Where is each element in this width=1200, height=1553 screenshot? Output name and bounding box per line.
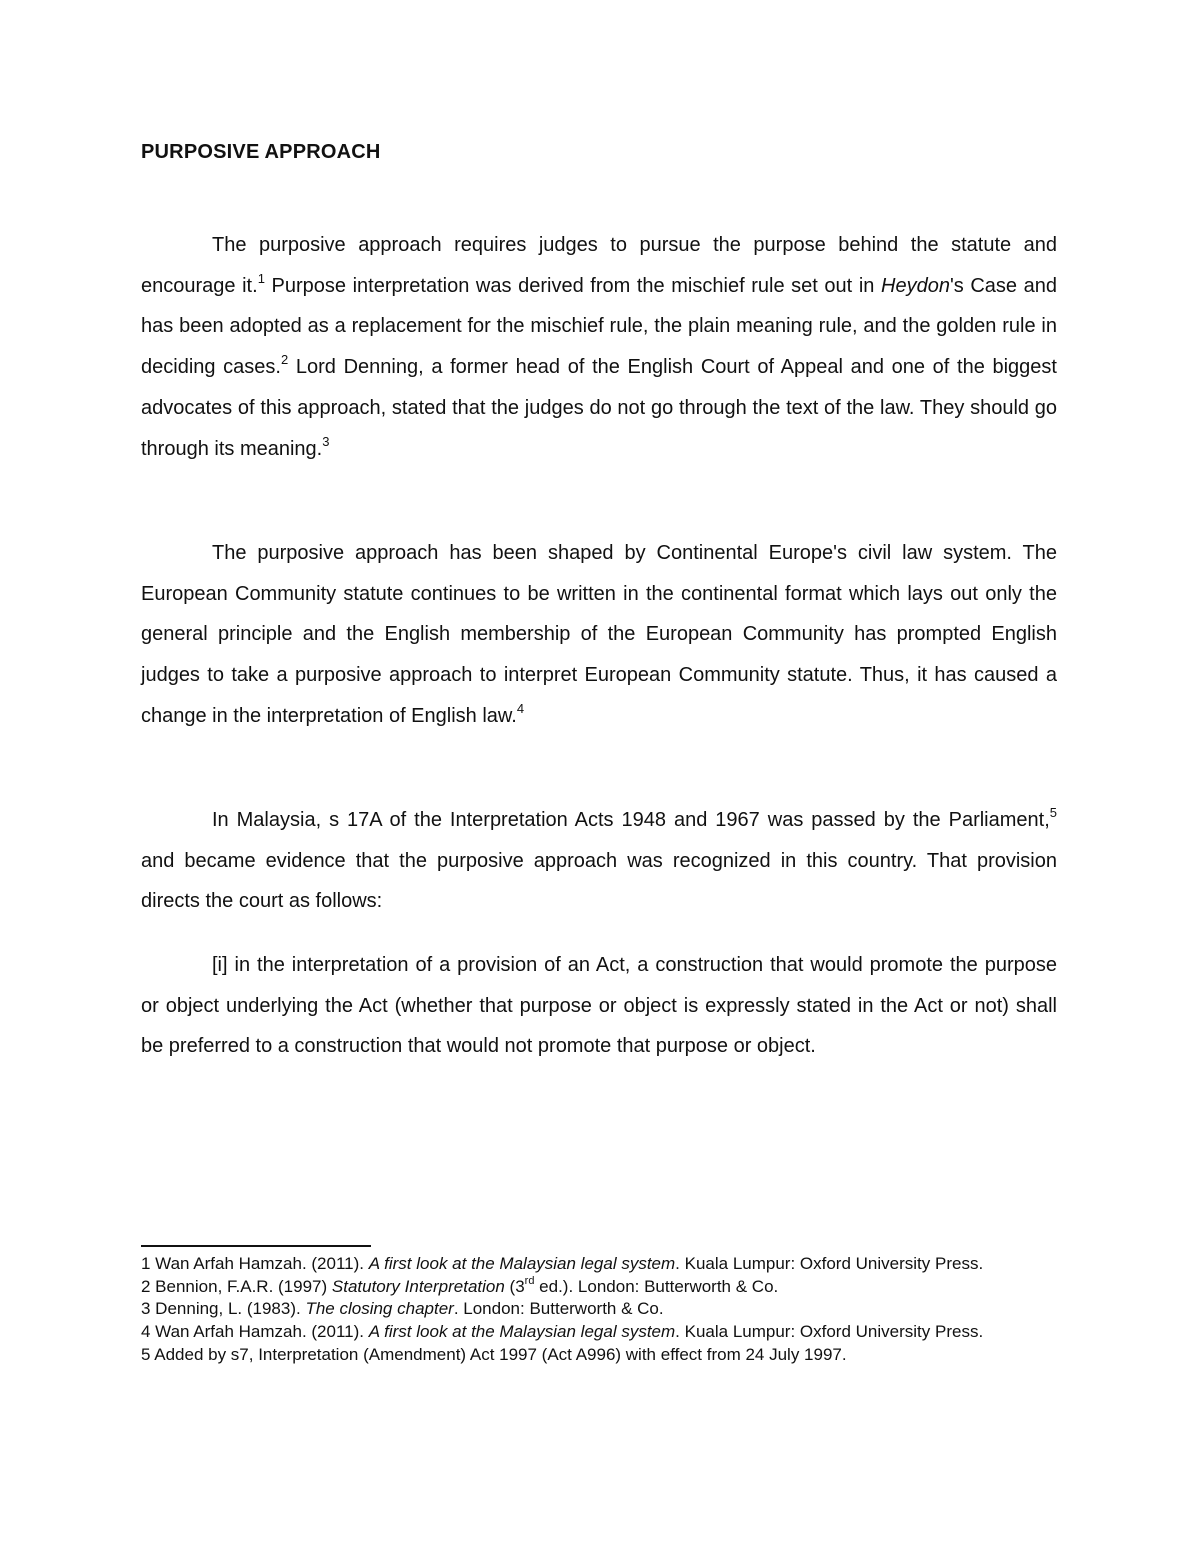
footnote-5-text: 5 Added by s7, Interpretation (Amendment) Act 1997 (Act A996) with effect from 24 July 1997.: [141, 1344, 847, 1364]
footnote-2-pre: 2 Bennion, F.A.R. (1997): [141, 1276, 332, 1296]
footnote-1-post: . Kuala Lumpur: Oxford University Press.: [675, 1254, 984, 1273]
footnote-2: [141, 1276, 1061, 1299]
footnote-3-pre: 3 Denning, L. (1983).: [141, 1299, 306, 1319]
paragraph-3: [141, 800, 1057, 922]
paragraph-1: [141, 225, 1057, 469]
footnote-3: [141, 1298, 1061, 1321]
paragraph-3-text-a: In Malaysia, s 17A of the Interpretation Acts 1948 and 1967 was passed by the Parliament,: [212, 809, 1050, 831]
footnote-2-post: ed.). London: Butterworth & Co.: [534, 1276, 779, 1296]
footnote-4-pre: 4 Wan Arfah Hamzah. (2011).: [141, 1322, 369, 1342]
quoted-provision-text: [i] in the interpretation of a provision of an Act, a construction that would promote the purpose or object underlying the Act (whether that purpose or object is expressly stated in the Act or not) shall be preferred to a construction that would not promote that purpose or object.: [141, 954, 1057, 1058]
footnote-ref-5: 5: [1049, 805, 1057, 821]
paragraph-1-text-c: 's Case and has been adopted as a replacement for the mischief rule, the plain meaning rule, and the golden rule in deciding cases.: [141, 274, 1058, 379]
page-title: PURPOSIVE APPROACH: [141, 141, 381, 163]
footnote-separator: [141, 1245, 371, 1247]
paragraph-1-text-a: The purposive approach requires judges to pursue the purpose behind the statute and encourage it.: [141, 234, 1057, 297]
footnote-1-title: A first look at the Malaysian legal system: [368, 1254, 676, 1273]
footnote-2-mid: (3: [504, 1276, 525, 1296]
footnote-4-title: A first look at the Malaysian legal system: [368, 1322, 676, 1342]
paragraph-3-text-b: and became evidence that the purposive approach was recognized in this country. That provision directs the court as follows:: [141, 849, 1057, 913]
case-name-heydon: Heydon: [881, 274, 950, 297]
footnote-ref-4: 4: [516, 701, 525, 717]
footnote-3-post: . London: Butterworth & Co.: [453, 1299, 664, 1319]
footnote-ref-1: 1: [257, 271, 265, 287]
paragraph-2: [141, 533, 1057, 737]
footnote-1: [141, 1253, 1061, 1276]
paragraph-1-text-b: Purpose interpretation was derived from the mischief rule set out in: [264, 274, 881, 297]
footnotes-list: [141, 1253, 1061, 1367]
footnote-3-title: The closing chapter: [305, 1299, 454, 1319]
footnote-ref-2: 2: [280, 352, 289, 368]
paragraph-1-text-d: Lord Denning, a former head of the English Court of Appeal and one of the biggest advocates of this approach, stated that the judges do not go through the text of the law. They should go through its meaning.: [141, 356, 1057, 460]
footnote-2-ordinal: rd: [524, 1275, 535, 1288]
footnote-ref-3: 3: [322, 433, 330, 449]
paragraph-2-text-a: The purposive approach has been shaped by Continental Europe's civil law system. The European Community statute continues to be written in the continental format which lays out only the general principle and the English membership of the European Community has prompted English judges to take a purposive approach to interpret European Community statute. Thus, it has caused a change in the interpretation of English law.: [141, 542, 1057, 727]
footnote-2-title: Statutory Interpretation: [331, 1276, 505, 1296]
footnote-4: [141, 1321, 1061, 1344]
footnote-5: [141, 1344, 1061, 1367]
footnote-4-post: . Kuala Lumpur: Oxford University Press.: [675, 1322, 984, 1342]
quoted-provision: [141, 945, 1057, 1067]
footnote-1-pre: 1 Wan Arfah Hamzah. (2011).: [141, 1254, 369, 1273]
